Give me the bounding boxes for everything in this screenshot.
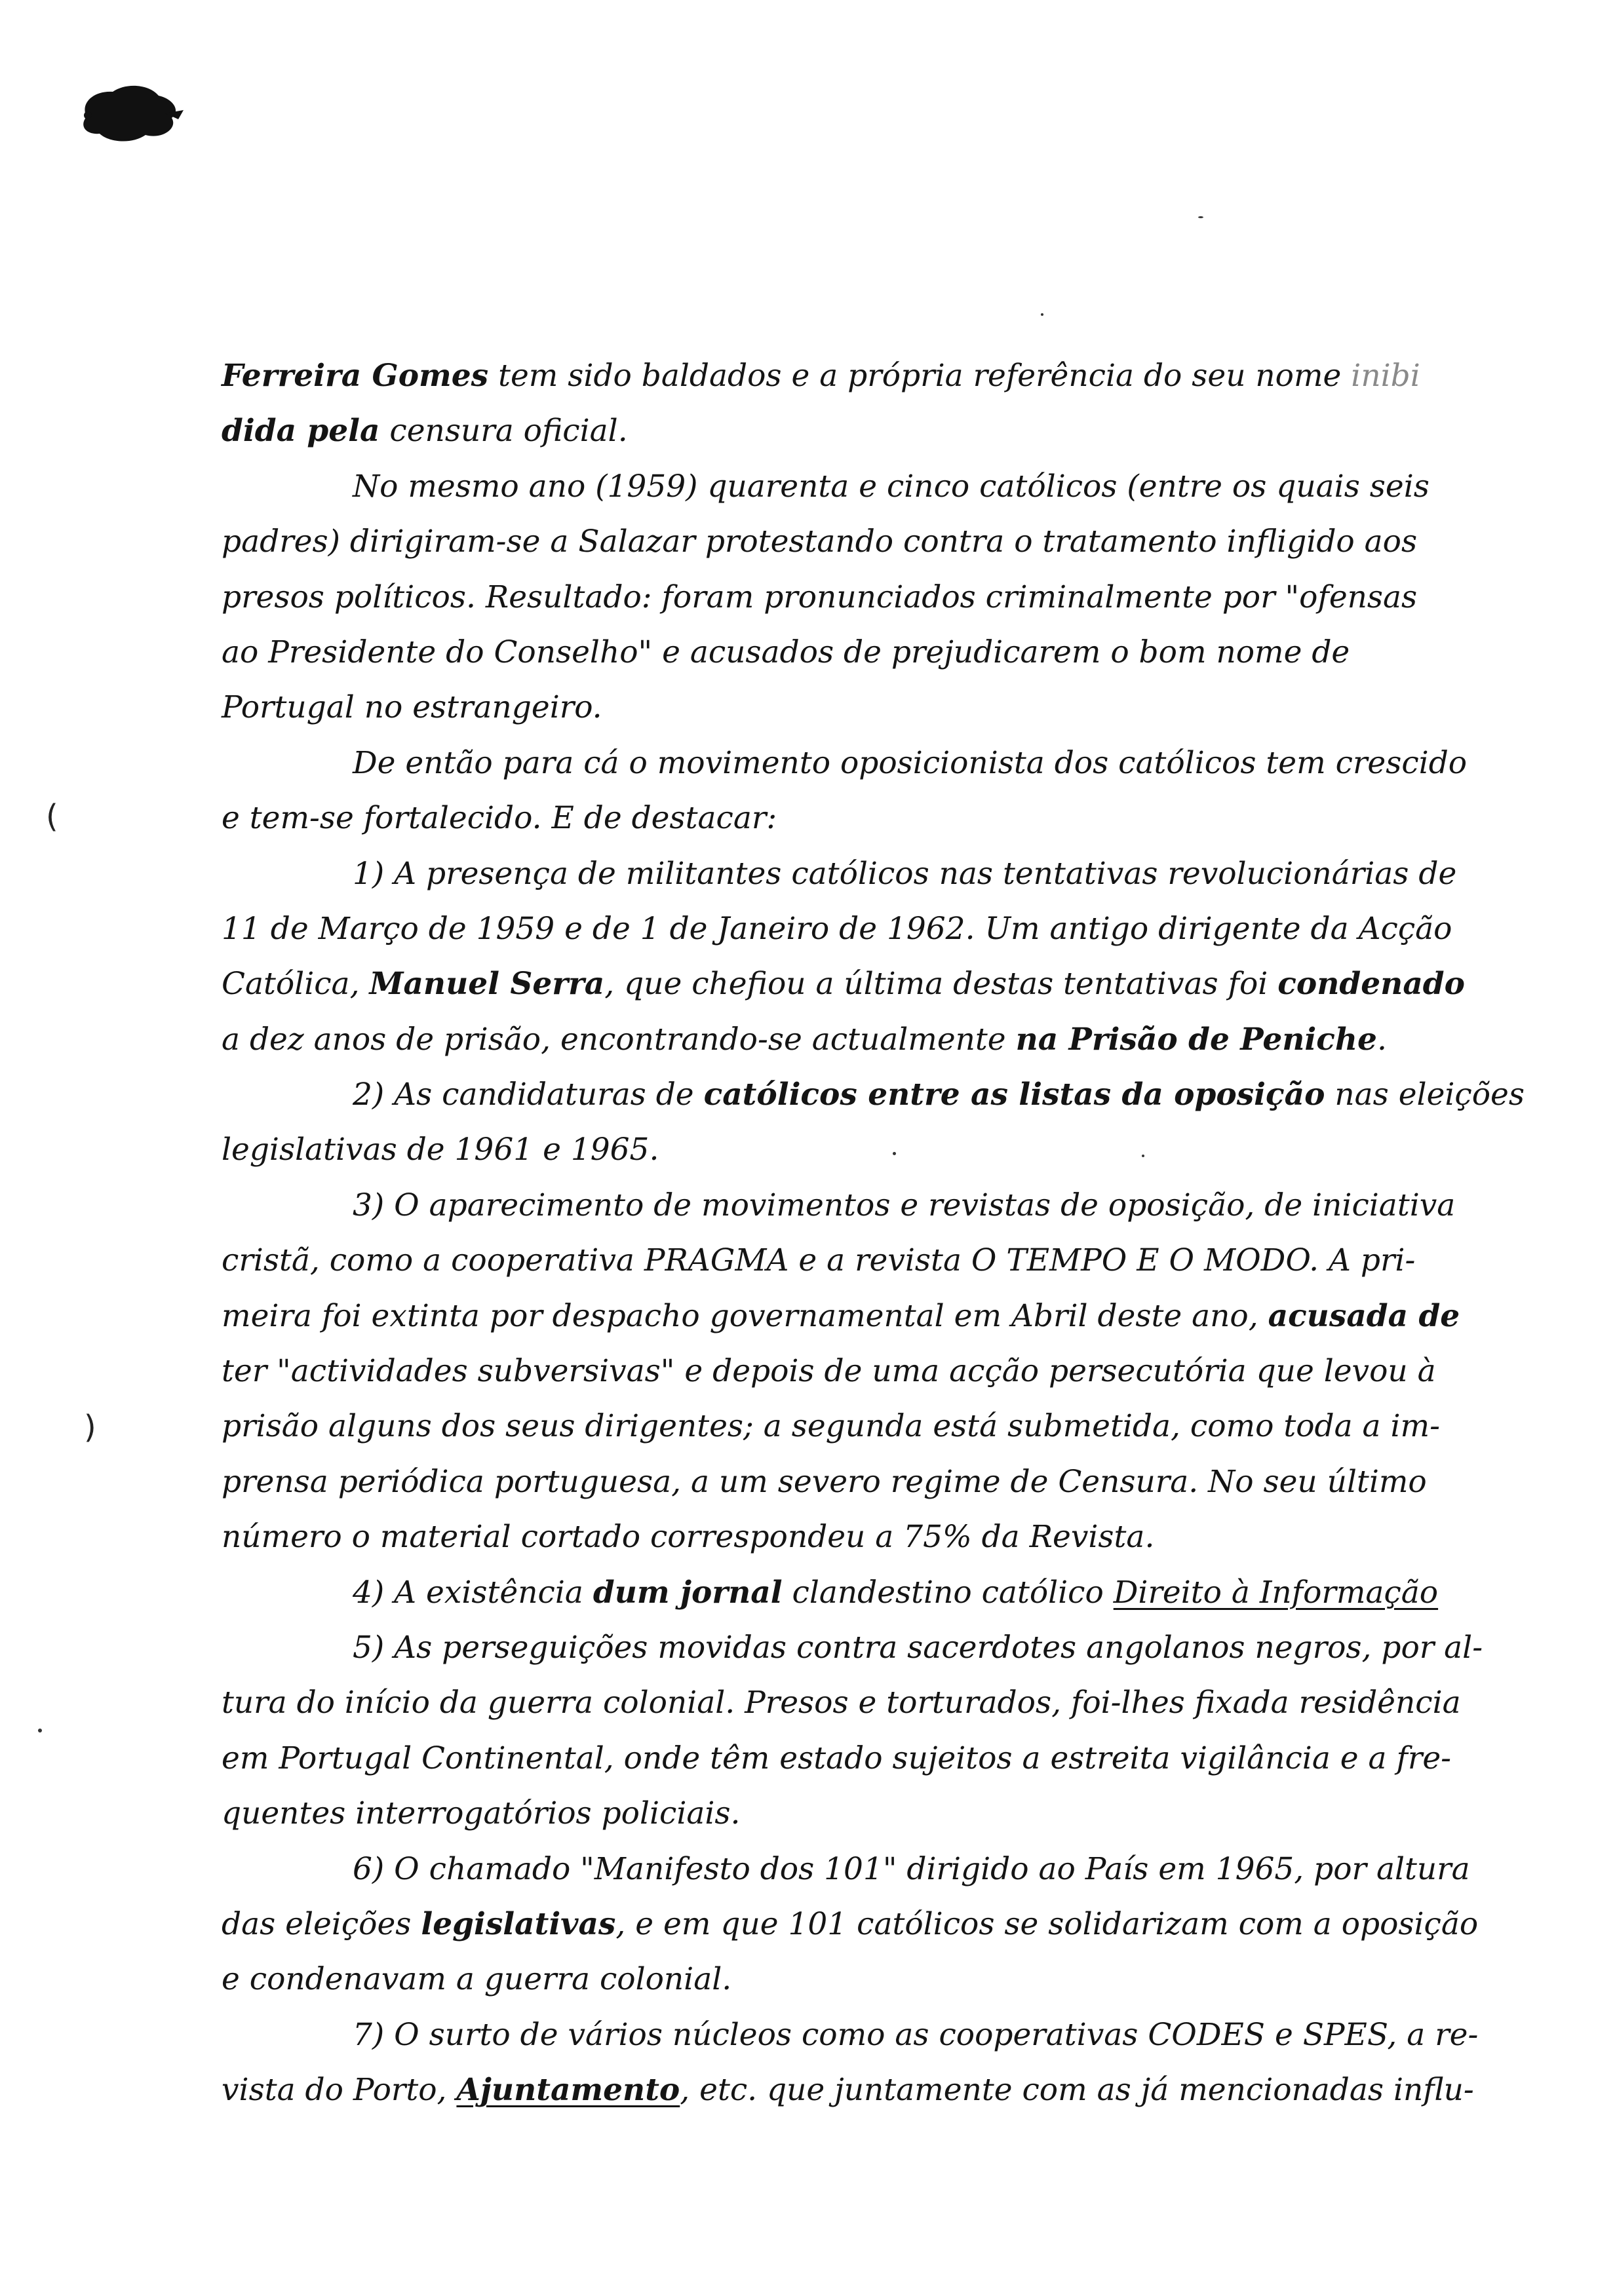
text-segment: censura oficial.: [379, 413, 628, 450]
text-segment: , etc. que juntamente com as já mencionadas influ-: [680, 2072, 1474, 2109]
text-segment: acusada de: [1268, 1297, 1460, 1334]
text-segment: a dez anos de prisão, encontrando-se actualmente: [222, 1021, 1016, 1058]
text-segment: tura do início da guerra colonial. Presos e torturados, foi-lhes fixada residência: [222, 1685, 1461, 1721]
text-line: [222, 680, 1572, 735]
page-speck: [1041, 313, 1043, 316]
text-line: [222, 1344, 1572, 1399]
text-segment: Católica,: [222, 966, 370, 1003]
text-segment: clandestino católico: [782, 1574, 1114, 1611]
text-line: [222, 1675, 1572, 1731]
margin-left-paren: (: [46, 798, 58, 835]
text-segment: quentes interrogatórios policiais.: [222, 1795, 741, 1832]
text-segment: prisão alguns dos seus dirigentes; a segunda está submetida, como toda a im-: [222, 1408, 1441, 1445]
page-speck: [38, 1729, 42, 1732]
text-segment: na Prisão de Peniche: [1015, 1021, 1377, 1058]
text-line: [222, 1731, 1572, 1786]
text-line: [222, 625, 1572, 680]
text-segment: católicos entre as listas da oposição: [703, 1077, 1325, 1113]
text-line: [222, 404, 1572, 459]
text-line: [222, 1620, 1572, 1675]
text-line: [222, 1067, 1572, 1122]
text-segment: dum jornal: [593, 1574, 783, 1611]
text-segment: ter "actividades subversivas" e depois de uma acção persecutória que levou à: [222, 1353, 1436, 1390]
text-line: [222, 736, 1572, 791]
text-line: [222, 847, 1572, 902]
text-line: [222, 459, 1572, 514]
text-line: [222, 1510, 1572, 1565]
text-segment: 2) As candidaturas de: [353, 1077, 704, 1113]
text-segment: ao Presidente do Conselho" e acusados de prejudicarem o bom nome de: [222, 634, 1350, 670]
text-segment: legislativas de 1961 e 1965.: [222, 1132, 659, 1168]
text-line: [222, 1786, 1572, 1841]
text-line: [222, 902, 1572, 957]
text-line: [222, 1289, 1572, 1344]
text-segment: prensa periódica portuguesa, a um severo regime de Censura. No seu último: [222, 1463, 1427, 1500]
text-line: [222, 570, 1572, 625]
text-segment: 7) O surto de vários núcleos como as cooperativas CODES e SPES, a re-: [353, 2016, 1479, 2053]
text-line: [222, 1233, 1572, 1288]
text-segment: legislativas: [421, 1905, 616, 1942]
text-segment: 4) A existência: [353, 1574, 593, 1611]
text-segment: 6) O chamado "Manifesto dos 101" dirigido ao País em 1965, por altura: [353, 1850, 1470, 1887]
text-segment: condenado: [1277, 966, 1466, 1003]
text-segment: em Portugal Continental, onde têm estado sujeitos a estreita vigilância e a fre-: [222, 1740, 1452, 1776]
margin-right-paren: ): [84, 1409, 96, 1445]
text-segment: , que chefiou a última destas tentativas foi: [604, 966, 1278, 1003]
underlined-title: Ajuntamento: [456, 2072, 680, 2109]
text-segment: das eleições: [222, 1905, 421, 1942]
text-segment: 5) As perseguições movidas contra sacerdotes angolanos negros, por al-: [353, 1629, 1483, 1666]
text-segment: dida pela: [222, 413, 380, 450]
text-segment: e condenavam a guerra colonial.: [222, 1961, 732, 1998]
text-line: [222, 2008, 1572, 2063]
text-line: [222, 1952, 1572, 2007]
underlined-title: Direito à Informação: [1113, 1574, 1439, 1611]
text-segment: Manuel Serra: [369, 966, 605, 1003]
text-segment: vista do Porto,: [222, 2072, 457, 2109]
text-line: [222, 1842, 1572, 1897]
text-segment: Portugal no estrangeiro.: [222, 689, 602, 726]
text-segment: 11 de Março de 1959 e de 1 de Janeiro de 1962. Um antigo dirigente da Acção: [222, 910, 1452, 947]
text-segment: cristã, como a cooperativa PRAGMA e a revista O TEMPO E O MODO. A pri-: [222, 1242, 1416, 1279]
text-segment: meira foi extinta por despacho governamental em Abril deste ano,: [222, 1297, 1268, 1334]
document-body: [222, 349, 1572, 2118]
text-line: [222, 2063, 1572, 2118]
text-segment: De então para cá o movimento oposicionista dos católicos tem crescido: [353, 744, 1468, 781]
page-speck: [1198, 216, 1203, 218]
text-line: [222, 1399, 1572, 1454]
ink-blot-mark: [73, 77, 185, 149]
text-segment: 1) A presença de militantes católicos nas tentativas revolucionárias de: [353, 855, 1457, 892]
text-segment: e tem-se fortalecido. E de destacar:: [222, 800, 777, 837]
text-segment: Ferreira Gomes: [222, 358, 489, 394]
text-segment: .: [1376, 1021, 1387, 1058]
text-segment: presos políticos. Resultado: foram pronunciados criminalmente por "ofensas: [222, 579, 1418, 615]
text-line: [222, 514, 1572, 569]
text-line: [222, 1565, 1572, 1620]
text-segment: nas eleições: [1325, 1077, 1525, 1113]
text-line: [222, 1012, 1572, 1067]
text-segment: 3) O aparecimento de movimentos e revistas de oposição, de iniciativa: [353, 1187, 1456, 1223]
text-line: [222, 1122, 1572, 1177]
text-segment: , e em que 101 católicos se solidarizam com a oposição: [615, 1905, 1479, 1942]
text-line: [222, 1178, 1572, 1233]
text-segment: inibi: [1351, 358, 1420, 394]
text-segment: tem sido baldados e a própria referência do seu nome: [488, 358, 1352, 394]
text-line: [222, 791, 1572, 846]
text-line: [222, 349, 1572, 404]
text-line: [222, 1455, 1572, 1510]
text-segment: No mesmo ano (1959) quarenta e cinco católicos (entre os quais seis: [353, 468, 1430, 505]
text-segment: padres) dirigiram-se a Salazar protestando contra o tratamento infligido aos: [222, 524, 1418, 560]
text-line: [222, 1897, 1572, 1952]
text-line: [222, 957, 1572, 1012]
text-segment: número o material cortado correspondeu a 75% da Revista.: [222, 1519, 1155, 1556]
